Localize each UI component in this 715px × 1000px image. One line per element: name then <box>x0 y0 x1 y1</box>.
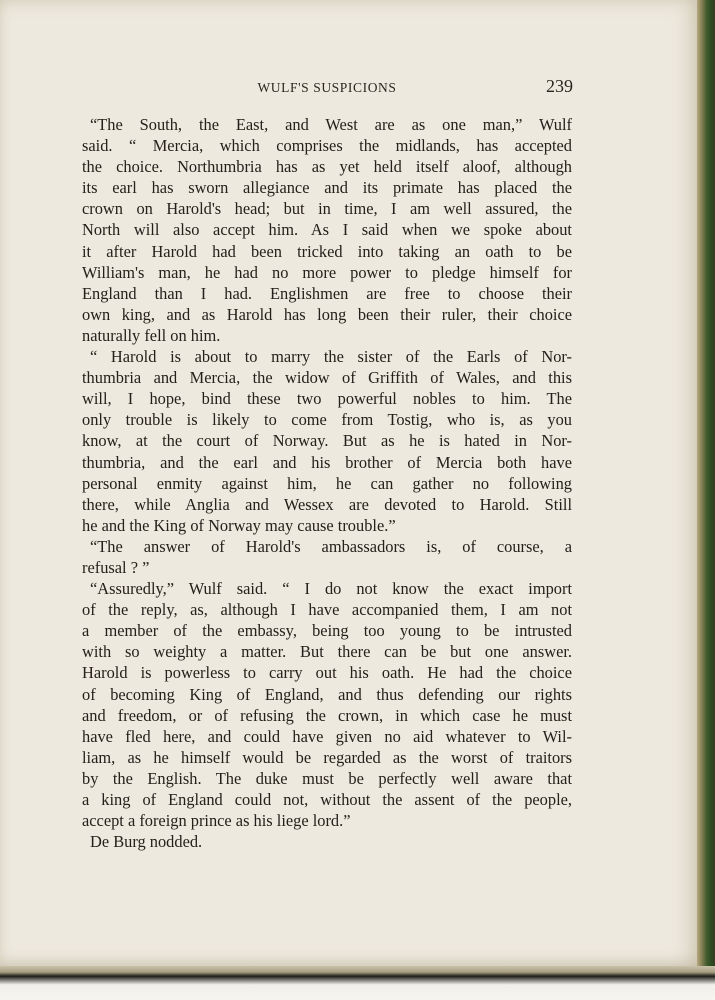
text-line: its earl has sworn allegiance and its primate has placed the <box>82 178 572 198</box>
text-line: by the English. The duke must be perfectly well aware that <box>82 768 572 788</box>
text-line: own king, and as Harold has long been their ruler, their choice <box>82 304 572 324</box>
text-line: liam, as he himself would be regarded as the worst of traitors <box>82 747 572 767</box>
text-line: know, at the court of Norway. But as he is hated in Nor- <box>82 431 572 451</box>
text-line: thumbria and Mercia, the widow of Griffith of Wales, and this <box>82 368 572 388</box>
text-line: accept a foreign prince as his liege lord.” <box>82 811 351 831</box>
text-line: refusal ? ” <box>82 557 150 577</box>
page-header <box>81 76 573 98</box>
page-bottom-edge <box>0 966 715 1000</box>
text-line: William's man, he had no more power to pledge himself for <box>82 262 572 282</box>
text-line: only trouble is likely to come from Tostig, who is, as you <box>82 410 572 430</box>
text-line: a member of the embassy, being too young to be intrusted <box>82 621 572 641</box>
text-line: the choice. Northumbria has as yet held itself aloof, although <box>82 157 572 177</box>
text-line: De Burg nodded. <box>90 832 203 852</box>
text-line: personal enmity against him, he can gather no following <box>82 473 572 493</box>
text-line: have fled here, and could have given no aid whatever to Wil- <box>82 726 572 746</box>
text-line: England than I had. Englishmen are free to choose their <box>82 283 572 303</box>
text-line: will, I hope, bind these two powerful nobles to him. The <box>82 389 572 409</box>
text-line: naturally fell on him. <box>82 325 221 345</box>
text-line: of the reply, as, although I have accompanied them, I am not <box>82 600 572 620</box>
text-line: Harold is powerless to carry out his oath. He had the choice <box>82 663 572 683</box>
text-line: “Assuredly,” Wulf said. “ I do not know the exact import <box>90 579 572 599</box>
text-line: he and the King of Norway may cause trouble.” <box>82 515 396 535</box>
text-line: thumbria, and the earl and his brother of Mercia both have <box>82 452 572 472</box>
text-line: and freedom, or of refusing the crown, in which case he must <box>82 705 572 725</box>
text-line: with so weighty a matter. But there can be but one answer. <box>82 642 572 662</box>
text-line: “The answer of Harold's ambassadors is, of course, a <box>90 536 572 556</box>
running-head: WULF'S SUSPICIONS <box>257 80 397 95</box>
body-text <box>82 114 572 852</box>
text-line: there, while Anglia and Wessex are devoted to Harold. Still <box>82 494 572 514</box>
text-line: “The South, the East, and West are as one man,” Wulf <box>90 115 572 134</box>
text-line: it after Harold had been tricked into taking an oath to be <box>82 241 572 261</box>
book-binding <box>697 0 715 1000</box>
text-line: said. “ Mercia, which comprises the midlands, has accepted <box>82 136 572 156</box>
text-line: crown on Harold's head; but in time, I am well assured, the <box>82 199 572 219</box>
text-line: North will also accept him. As I said when we spoke about <box>82 220 572 240</box>
page-number: 239 <box>546 76 573 96</box>
text-line: a king of England could not, without the assent of the people, <box>82 790 572 809</box>
text-line: “ Harold is about to marry the sister of the Earls of Nor- <box>90 347 572 367</box>
text-line: of becoming King of England, and thus defending our rights <box>82 684 572 704</box>
